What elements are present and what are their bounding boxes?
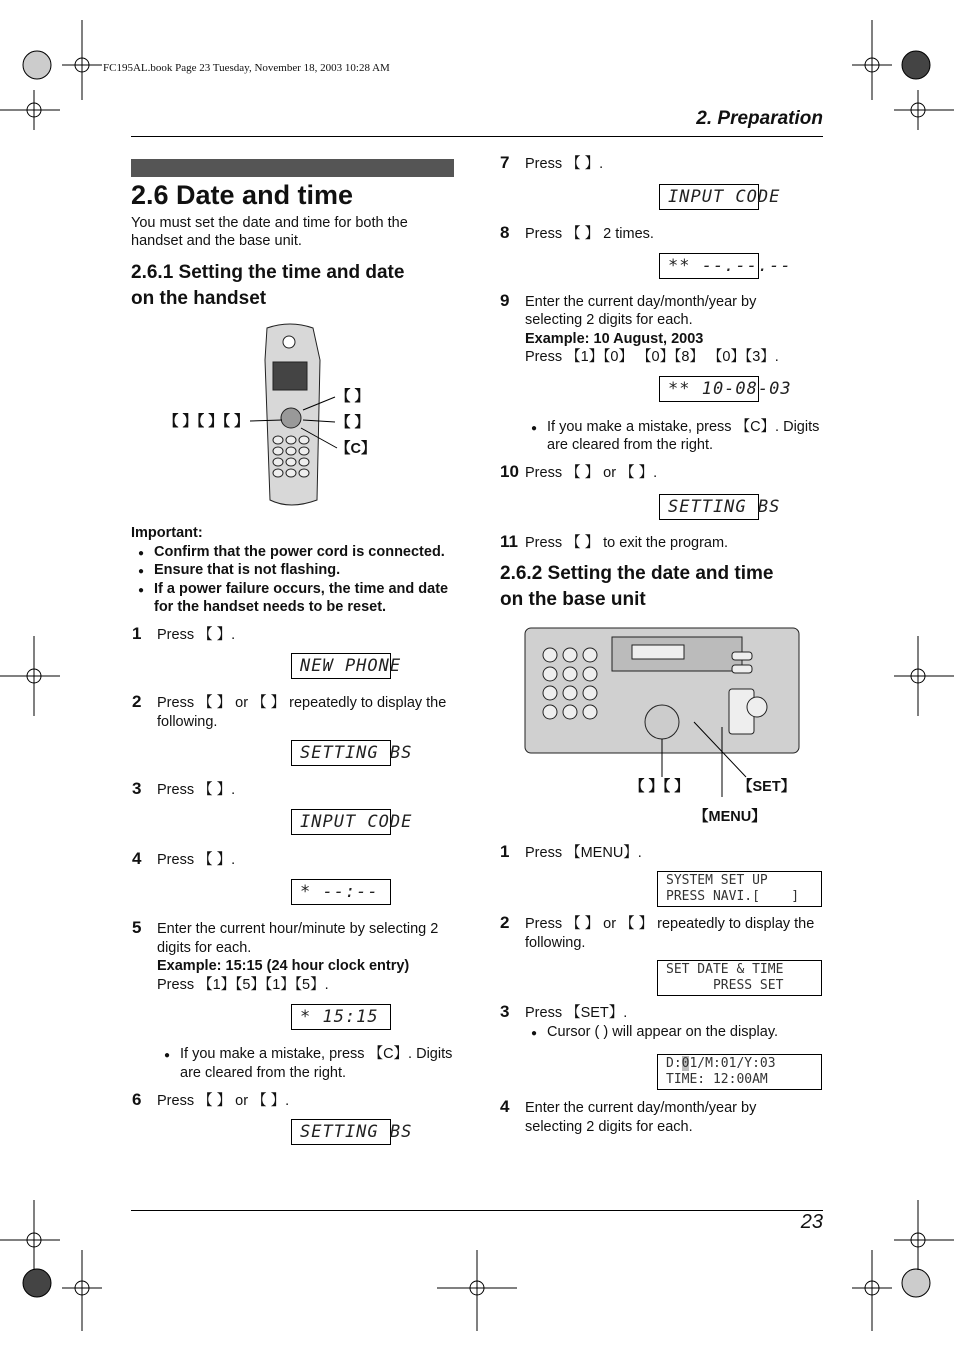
- step-number: 5: [132, 918, 142, 937]
- important-title: Important:: [131, 525, 203, 541]
- lcd-display: INPUT CODE: [291, 809, 391, 835]
- step-text: Enter the current day/month/year by: [525, 1100, 757, 1116]
- step-text: Press 【MENU】.: [525, 845, 642, 861]
- step-text: Press 【 】 or 【 】.: [157, 1093, 290, 1109]
- lcd-display: * 15:15: [291, 1004, 391, 1030]
- bullet-text: are cleared from the right.: [180, 1065, 347, 1081]
- step-text: Press 【 】 or 【 】 repeatedly to display the: [157, 695, 447, 711]
- bullet-text: ● If you make a mistake, press 【C】. Digits: [180, 1045, 452, 1064]
- step-number: 4: [132, 849, 142, 868]
- step-text: Enter the current hour/minute by selecting 2: [157, 921, 439, 937]
- step-text: digits for each.: [157, 940, 252, 956]
- step-text: Press 【1】【5】【1】【5】.: [157, 977, 329, 993]
- step-text: Press 【 】 or 【 】 repeatedly to display the: [525, 916, 815, 932]
- file-info: FC195AL.book Page 23 Tuesday, November 18, 2003 10:28 AM: [103, 62, 390, 74]
- handset-c-label: 【C】: [336, 441, 376, 457]
- step-text: following.: [157, 714, 218, 730]
- step-number: 1: [500, 842, 510, 861]
- step-text: Press 【 】 2 times.: [525, 226, 654, 242]
- step-text: following.: [525, 935, 586, 951]
- step-number: 9: [500, 291, 510, 310]
- step-number: 10: [500, 462, 519, 481]
- step-number: 3: [132, 779, 142, 798]
- lcd-display: SETTING BS: [659, 494, 759, 520]
- step-text: Press 【SET】.: [525, 1005, 628, 1021]
- base-unit-illustration: [524, 627, 804, 757]
- step-number: 11: [500, 532, 518, 551]
- base-nav-label: 【 】【 】: [630, 779, 689, 795]
- step-text: Press 【 】 to exit the program.: [525, 535, 729, 551]
- bullet-text: ● If you make a mistake, press 【C】. Digits: [547, 418, 819, 437]
- step-number: 8: [500, 223, 510, 242]
- handset-menu-label: 【 】: [336, 389, 370, 405]
- step-text: selecting 2 digits for each.: [525, 312, 693, 328]
- step-text: Press 【 】.: [525, 156, 604, 172]
- section-title: 2. Preparation: [696, 108, 823, 129]
- lcd-display-2line: D:01/M:01/Y:03 TIME: 12:00AM: [657, 1054, 822, 1090]
- bottom-rule: [131, 1210, 823, 1211]
- important-item: ● If a power failure occurs, the time and date: [154, 580, 448, 599]
- step-text: Enter the current day/month/year by: [525, 294, 757, 310]
- lcd-display: INPUT CODE: [659, 184, 759, 210]
- base-menu-label: 【MENU】: [694, 809, 766, 825]
- step-number: 4: [500, 1097, 510, 1116]
- step-text: selecting 2 digits for each.: [525, 1119, 693, 1135]
- lcd-display: ** --.--.--: [659, 253, 759, 279]
- lcd-display-2line: SET DATE & TIME PRESS SET: [657, 960, 822, 996]
- bullet-text: are cleared from the right.: [547, 437, 714, 453]
- lcd-display: * --:--: [291, 879, 391, 905]
- base-set-label: 【SET】: [738, 779, 796, 795]
- handset-off-label: 【 】: [336, 415, 370, 431]
- step-number: 2: [132, 692, 142, 711]
- lcd-display-2line: SYSTEM SET UP PRESS NAVI.[ ]: [657, 871, 822, 907]
- step-number: 1: [132, 624, 142, 643]
- step-text: Press 【 】.: [157, 782, 236, 798]
- example-text: Example: 10 August, 2003: [525, 331, 704, 347]
- bullet-text: ● Cursor ( ) will appear on the display.: [547, 1023, 778, 1042]
- step-number: 2: [500, 913, 510, 932]
- example-text: Example: 15:15 (24 hour clock entry): [157, 958, 410, 974]
- lcd-display: ** 10-08-03: [659, 376, 759, 402]
- handset-nav-label: 【 】【 】【 】: [164, 414, 249, 430]
- step-number: 7: [500, 153, 510, 172]
- handset-heading: 2.6.1 Setting the time and date on the handset: [131, 262, 405, 309]
- step-text: Press 【 】.: [157, 627, 236, 643]
- base-heading: 2.6.2 Setting the date and time on the base unit: [500, 563, 774, 610]
- step-text: Press 【1】【0】 【0】【8】 【0】【3】.: [525, 349, 779, 365]
- cursor: 0: [681, 1056, 690, 1071]
- step-text: Press 【 】.: [157, 852, 236, 868]
- page-title: 2.6 Date and time: [131, 180, 354, 210]
- lcd-display: SETTING BS: [291, 740, 391, 766]
- important-item: ● Ensure that is not flashing.: [154, 561, 340, 580]
- lcd-display: NEW PHONE: [291, 653, 391, 679]
- intro-text: You must set the date and time for both the handset and the base unit.: [131, 215, 408, 249]
- title-bar: [131, 159, 454, 177]
- top-rule: [131, 136, 823, 137]
- step-text: Press 【 】 or 【 】.: [525, 465, 658, 481]
- step-number: 3: [500, 1002, 510, 1021]
- lcd-display: SETTING BS: [291, 1119, 391, 1145]
- step-number: 6: [132, 1090, 142, 1109]
- important-item: for the handset needs to be reset.: [154, 599, 387, 615]
- page-number: 23: [800, 1211, 823, 1233]
- important-item: ● Confirm that the power cord is connected.: [154, 543, 445, 562]
